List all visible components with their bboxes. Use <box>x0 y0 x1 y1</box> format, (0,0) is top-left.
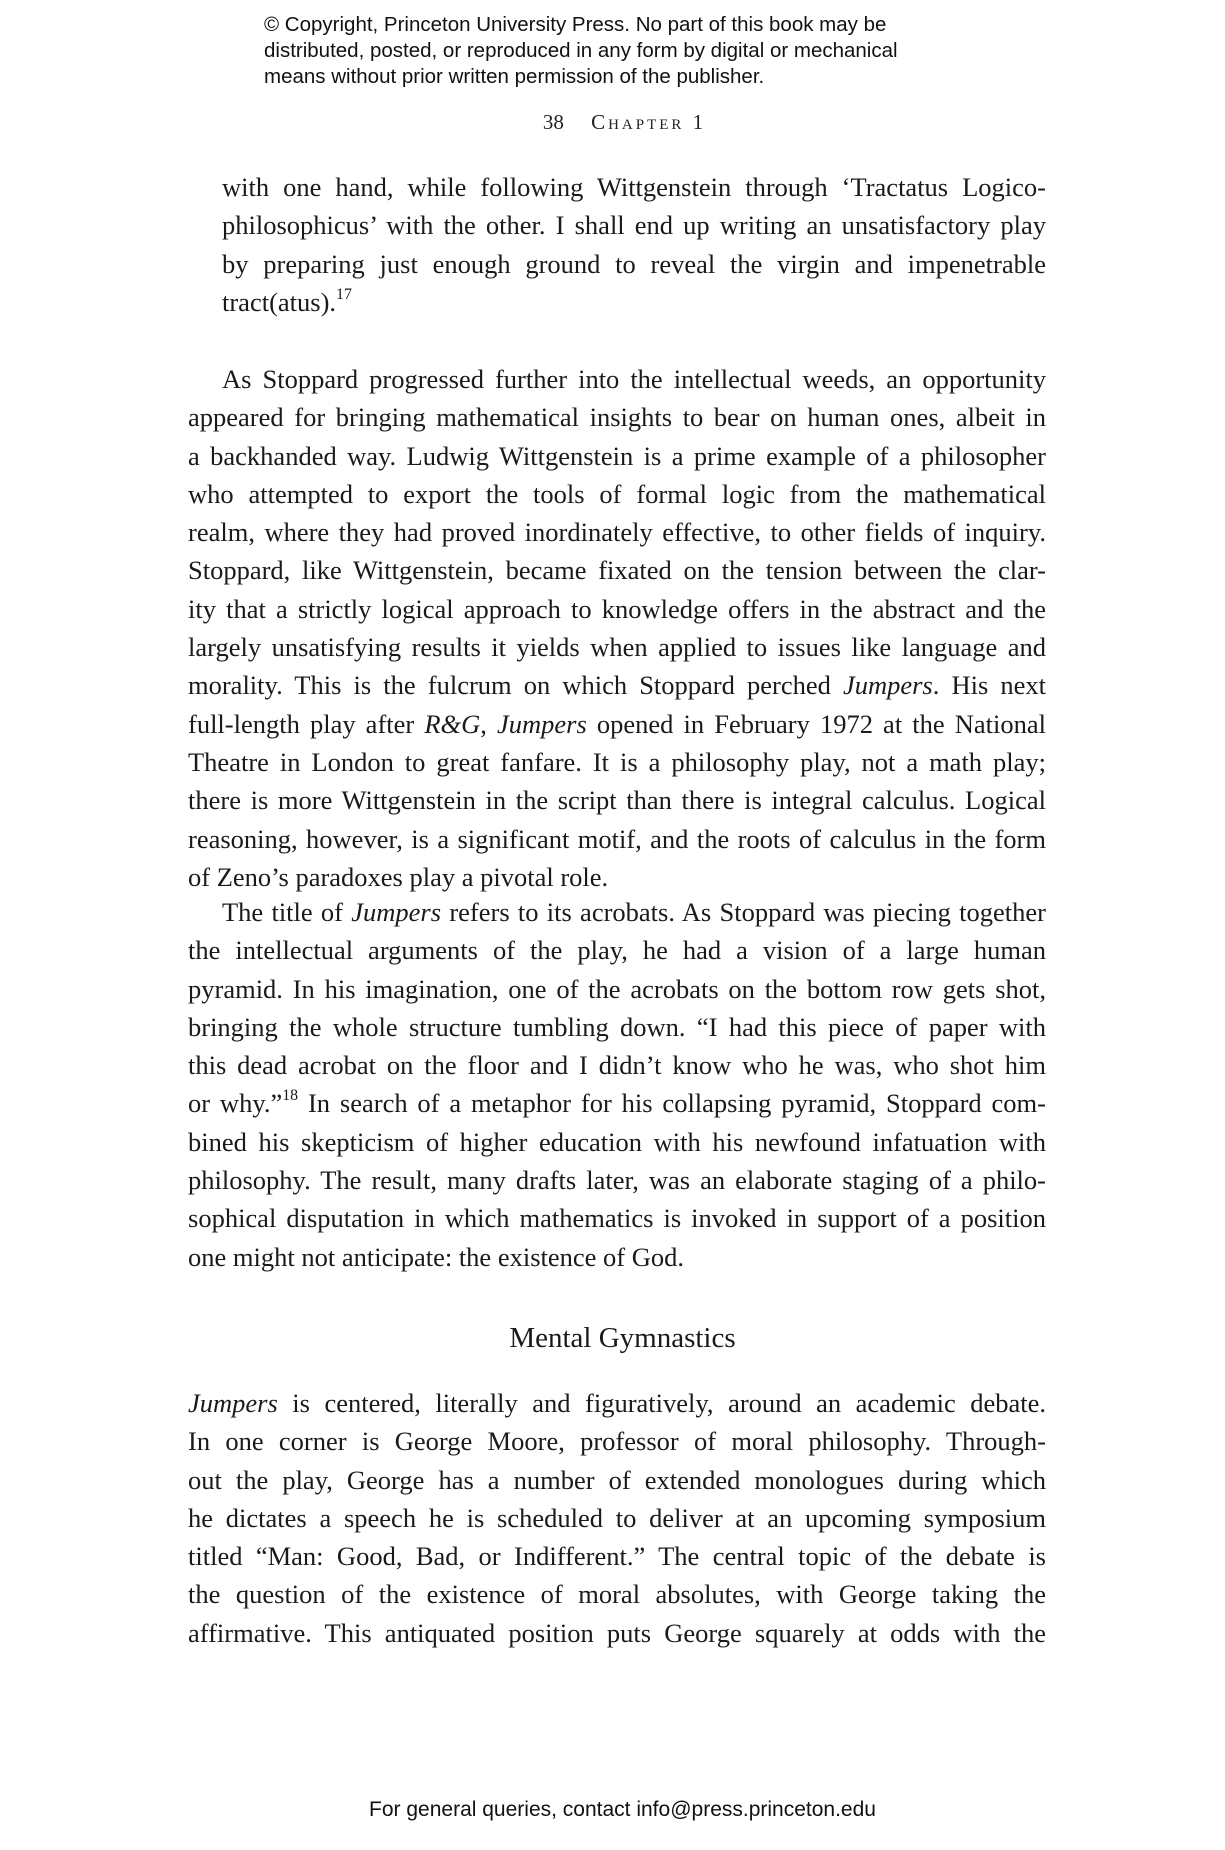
chapter-label: Chapter 1 <box>591 110 707 134</box>
text-line: ity that a strictly logical approach to knowledge offers in the abstract and the <box>188 593 1046 624</box>
text-line: morality. This is the fulcrum on which Stoppard perched Jumpers. His next <box>188 670 1047 701</box>
text-line: pyramid. In his imagination, one of the acrobats on the bottom row gets shot, <box>188 973 1046 1004</box>
text-line: Stoppard, like Wittgenstein, became fixated on the tension between the clar- <box>188 555 1046 586</box>
text-line: who attempted to export the tools of formal logic from the mathematical <box>188 478 1046 509</box>
paragraph-3 <box>188 1384 1046 1652</box>
paragraph-1 <box>188 360 1046 896</box>
text-line: Theatre in London to great fanfare. It is a philosophy play, not a math play; <box>188 746 1046 777</box>
text-line: As Stoppard progressed further into the intellectual weeds, an opportunity <box>222 364 1046 394</box>
text-line: affirmative. This antiquated position puts George squarely at odds with the <box>188 1617 1046 1648</box>
block-quote <box>222 168 1046 321</box>
text-line: bined his skepticism of higher education with his newfound infatuation with <box>188 1126 1046 1157</box>
page-number: 38 <box>542 110 564 134</box>
text-line: largely unsatisfying results it yields when applied to issues like language and <box>188 632 1046 663</box>
text-line: the intellectual arguments of the play, he had a vision of a large human <box>188 935 1046 966</box>
footnote-ref-17[interactable]: 17 <box>336 285 352 303</box>
footnote-ref-18[interactable]: 18 <box>282 1087 299 1105</box>
text-line: or why.”$^{18}$ In search of a metaphor for his collapsing pyramid, Stoppard com- <box>188 1087 1046 1119</box>
text-line: philosophy. The result, many drafts later, was an elaborate staging of a philo- <box>188 1165 1046 1196</box>
text-line: Jumpers is centered, literally and figuratively, around an academic debate. <box>188 1388 1046 1418</box>
text-line: titled “Man: Good, Bad, or Indifferent.” The central topic of the debate is <box>188 1541 1046 1572</box>
text-line: there is more Wittgenstein in the script than there is integral calculus. Logical <box>188 785 1046 816</box>
running-head <box>0 110 1225 135</box>
text-line: philosophicus’ with the other. I shall end up writing an unsatisfactory play <box>222 210 1046 241</box>
text-line: out the play, George has a number of extended monologues during which <box>188 1464 1046 1495</box>
copyright-notice <box>264 12 1024 90</box>
section-heading: Mental Gymnastics <box>509 1322 736 1354</box>
text-line: The title of Jumpers refers to its acrobats. As Stoppard was piecing together <box>222 897 1046 927</box>
text-line: by preparing just enough ground to reveal the virgin and impenetrable <box>222 248 1046 279</box>
copyright-line: © Copyright, Princeton University Press. No part of this book may be <box>264 13 887 36</box>
text-line: bringing the whole structure tumbling down. “I had this piece of paper with <box>188 1011 1046 1042</box>
text-line: sophical disputation in which mathematics is invoked in support of a position <box>188 1203 1046 1234</box>
text-line: reasoning, however, is a significant motif, and the roots of calculus in the form <box>188 823 1046 854</box>
paragraph-2 <box>188 893 1046 1276</box>
footer-contact: For general queries, contact info@press.princeton.edu <box>369 1798 876 1821</box>
copyright-line: distributed, posted, or reproduced in any form by digital or mechanical <box>264 39 898 62</box>
text-line: of Zeno’s paradoxes play a pivotal role. <box>188 861 609 892</box>
text-line: a backhanded way. Ludwig Wittgenstein is a prime example of a philosopher <box>188 440 1046 471</box>
text-line: the question of the existence of moral absolutes, with George taking the <box>188 1579 1046 1610</box>
text-line: In one corner is George Moore, professor of moral philosophy. Through- <box>188 1426 1046 1457</box>
text-line: one might not anticipate: the existence of God. <box>188 1241 684 1272</box>
text-line: he dictates a speech he is scheduled to deliver at an upcoming symposium <box>188 1502 1046 1533</box>
text-line: realm, where they had proved inordinately effective, to other fields of inquiry. <box>188 517 1046 548</box>
text-line: with one hand, while following Wittgenstein through ‘Tractatus Logico- <box>222 172 1046 202</box>
text-line: full-length play after R&G, Jumpers opened in February 1972 at the National <box>188 708 1047 739</box>
copyright-line: means without prior written permission of the publisher. <box>264 65 765 88</box>
text-line: this dead acrobat on the floor and I didn’t know who he was, who shot him <box>188 1050 1046 1081</box>
text-line: appeared for bringing mathematical insights to bear on human ones, albeit in <box>188 402 1046 433</box>
text-line: tract(atus).$^{17}$ <box>222 285 352 317</box>
